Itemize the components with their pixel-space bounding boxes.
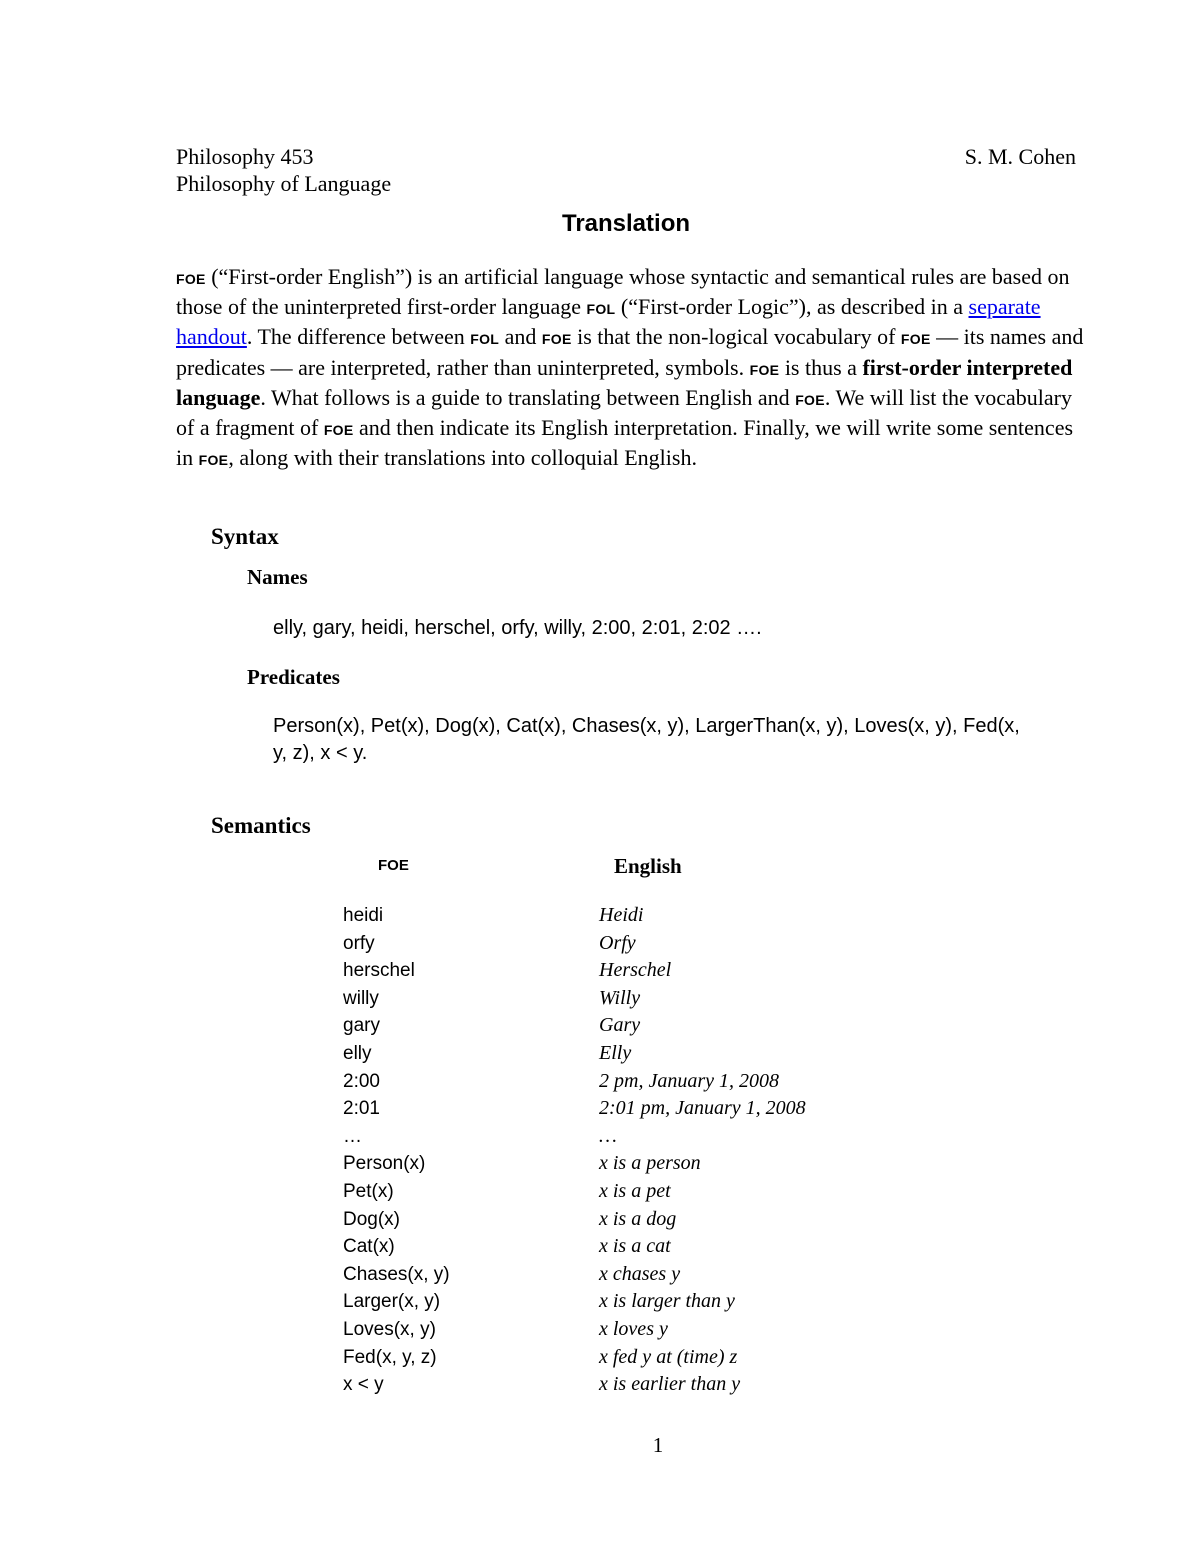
foe-cell: x < y — [343, 1374, 384, 1396]
english-cell: Orfy — [599, 931, 636, 954]
foe-term: FOE — [749, 361, 780, 378]
intro-text: . The difference between — [246, 324, 471, 350]
english-cell: x is a cat — [599, 1235, 671, 1258]
foe-cell: Cat(x) — [343, 1236, 395, 1258]
column-header-foe: FOE — [378, 857, 409, 874]
english-cell: x is a dog — [599, 1207, 677, 1230]
english-cell: x is earlier than y — [599, 1373, 741, 1396]
foe-cell: willy — [343, 987, 379, 1009]
predicates-heading: Predicates — [247, 665, 340, 689]
page-title: Translation — [561, 210, 691, 237]
foe-cell: 2:00 — [343, 1070, 380, 1092]
foe-cell: Loves(x, y) — [343, 1318, 436, 1340]
foe-term: FOE — [900, 331, 931, 348]
foe-term: FOE — [541, 331, 572, 348]
semantics-heading: Semantics — [211, 813, 311, 838]
foe-cell: … — [343, 1125, 362, 1147]
english-cell: x loves y — [599, 1317, 668, 1340]
foe-cell: gary — [343, 1015, 380, 1037]
foe-cell: elly — [343, 1042, 372, 1064]
intro-text: , along with their translations into colloquial English. — [228, 445, 697, 471]
english-cell: Elly — [599, 1041, 632, 1064]
foe-term: FOE — [176, 271, 206, 287]
foe-cell: Fed(x, y, z) — [343, 1346, 437, 1368]
foe-cell: 2:01 — [343, 1098, 380, 1120]
author-name: S. M. Cohen — [964, 144, 1076, 169]
english-cell: 2 pm, January 1, 2008 — [599, 1069, 779, 1092]
english-cell: Herschel — [599, 959, 672, 982]
intro-text: . We will list the vocabulary of a fragment of — [176, 384, 1072, 441]
course-number: Philosophy 453 — [176, 144, 314, 169]
intro-text: and — [499, 324, 542, 350]
english-cell: x fed y at (time) z — [599, 1345, 738, 1368]
foe-cell: Person(x) — [343, 1153, 426, 1175]
english-cell: x is a person — [599, 1152, 701, 1175]
foe-cell: herschel — [343, 960, 415, 982]
foe-cell: Dog(x) — [343, 1208, 401, 1230]
names-list: elly, gary, heidi, herschel, orfy, willy, 2:00, 2:01, 2:02 …. — [273, 617, 762, 639]
fol-term: FOL — [586, 301, 616, 318]
english-cell: Willy — [599, 986, 641, 1009]
separate-handout-link[interactable]: separate handout — [176, 294, 1041, 350]
intro-text: — its names and predicates — are interpreted, rather than uninterpreted, symbols. — [176, 324, 1084, 380]
foe-cell: heidi — [343, 905, 384, 926]
foe-cell: orfy — [343, 932, 375, 954]
page-number: 1 — [652, 1433, 664, 1457]
intro-text: (“First-order Logic”), as described in a — [615, 294, 969, 320]
intro-text: . What follows is a guide to translating between English and — [260, 384, 796, 410]
fol-term: FOL — [470, 331, 500, 348]
intro-text: (“First-order English”) is an artificial language whose syntactic and semantical rules are based on those of the uninterpreted first-order language — [176, 264, 1070, 320]
english-cell: x is larger than y — [599, 1290, 735, 1313]
intro-text: is thus a — [779, 354, 863, 380]
foe-term: FOE — [795, 391, 825, 408]
names-heading: Names — [247, 565, 308, 589]
english-cell: … — [599, 1124, 617, 1147]
foe-cell: Chases(x, y) — [343, 1263, 450, 1285]
course-name: Philosophy of Language — [176, 171, 392, 196]
intro-text: and then indicate its English interpretation. Finally, we will write some sentences in — [176, 415, 1074, 471]
foe-cell: Larger(x, y) — [343, 1291, 441, 1313]
english-cell: Gary — [599, 1014, 641, 1037]
foe-term: FOE — [323, 422, 354, 439]
intro-paragraph — [176, 263, 1086, 474]
foe-cell: Pet(x) — [343, 1180, 394, 1202]
intro-text: is that the non-logical vocabulary of — [571, 324, 901, 350]
english-cell: 2:01 pm, January 1, 2008 — [599, 1097, 806, 1120]
bold-term: first-order interpreted language — [176, 354, 1073, 410]
column-header-english: English — [614, 854, 682, 878]
syntax-heading: Syntax — [211, 524, 279, 549]
english-cell: x is a pet — [599, 1179, 671, 1202]
english-cell: x chases y — [599, 1262, 681, 1285]
predicates-list: Person(x), Pet(x), Dog(x), Cat(x), Chases(x, y), LargerThan(x, y), Loves(x, y), Fed(x, y, z), x < y. — [273, 715, 1020, 764]
foe-term: FOE — [198, 452, 229, 469]
english-cell: Heidi — [599, 904, 644, 926]
